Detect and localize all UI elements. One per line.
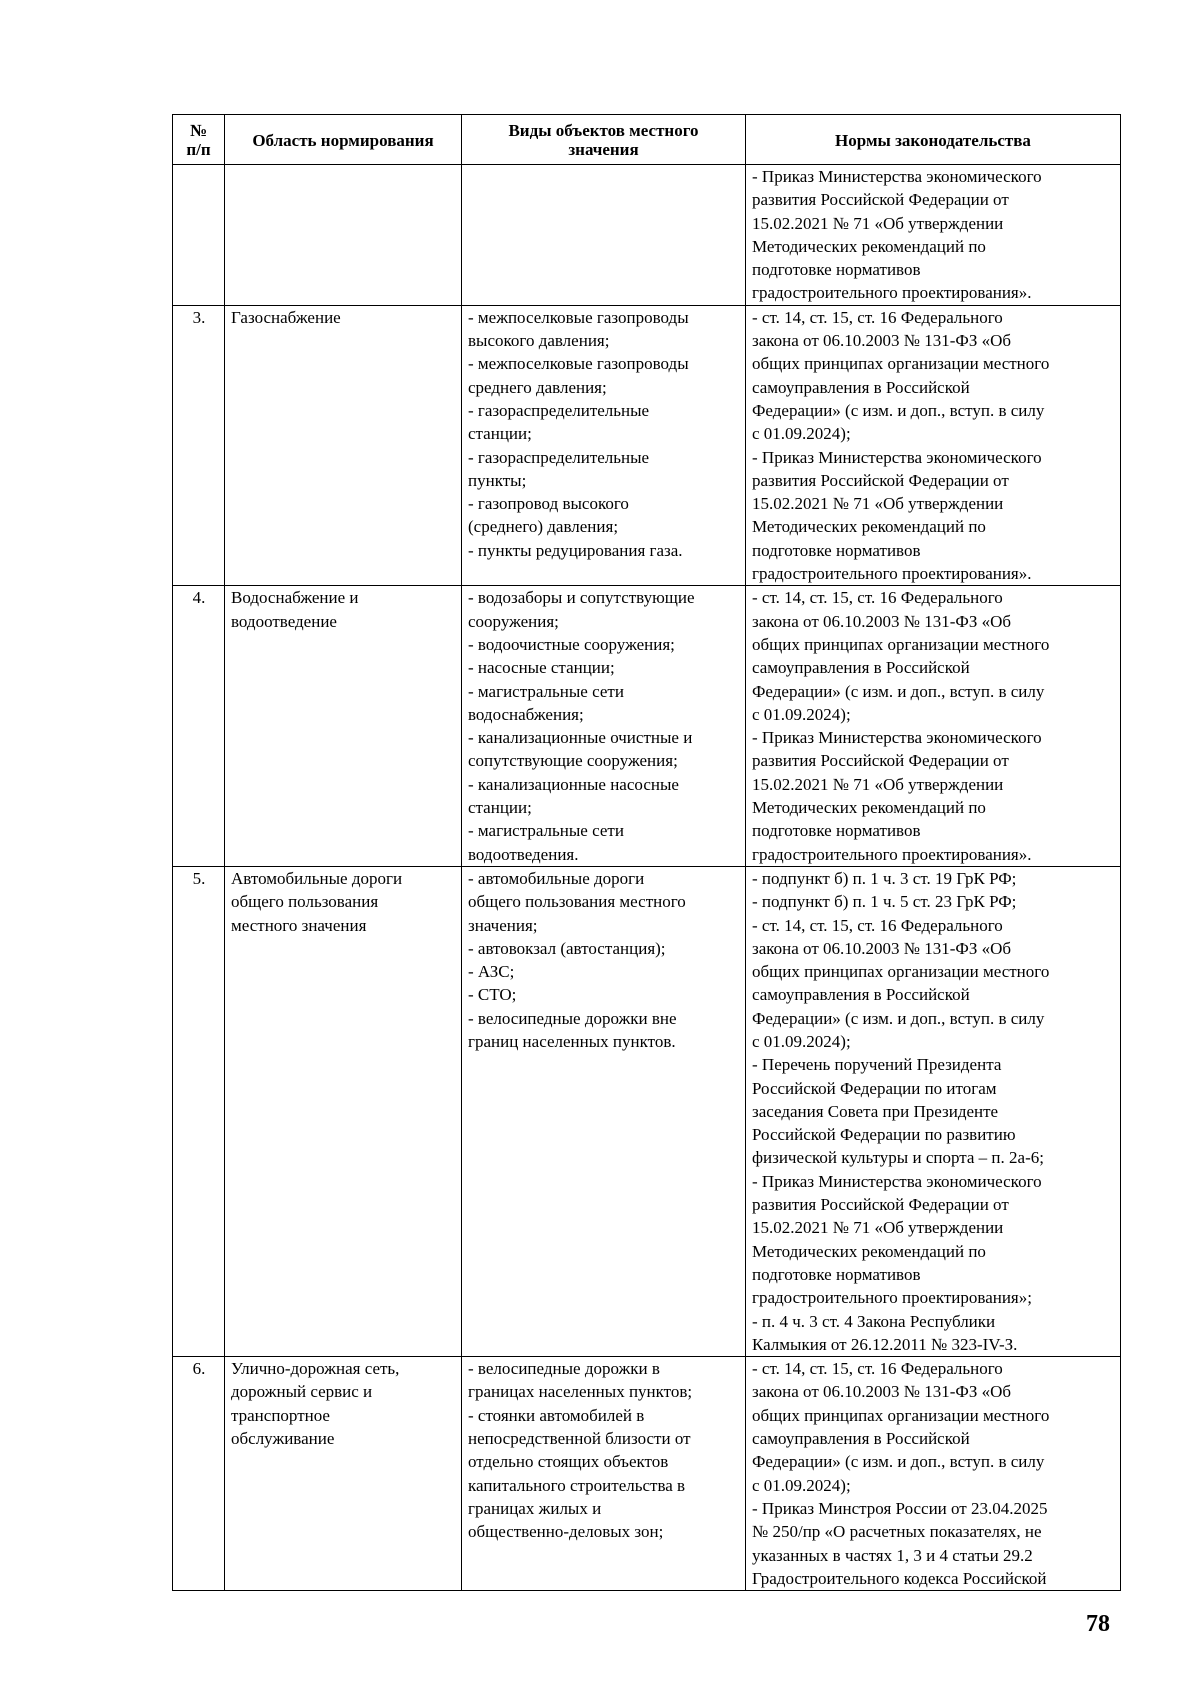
objects-cell-line: - межпоселковые газопроводы [468, 354, 689, 374]
header-objects-line: значения [568, 140, 639, 159]
objects-cell-line: общественно-деловых зон; [468, 1522, 664, 1542]
area-cell-line: общего пользования [231, 892, 379, 912]
laws-cell-line: самоуправления в Российской [752, 985, 970, 1005]
laws-cell-line: 15.02.2021 № 71 «Об утверждении [752, 494, 1004, 514]
table-row [173, 1357, 1121, 1591]
area-cell-line: транспортное [231, 1405, 330, 1425]
laws-cell-line: - подпункт б) п. 1 ч. 3 ст. 19 ГрК РФ; [752, 868, 1017, 888]
objects-cell-line: станции; [468, 424, 532, 444]
laws-cell-line: - Приказ Министерства экономического [752, 1171, 1042, 1191]
objects-cell-line: станции; [468, 798, 532, 818]
area-cell-line: обслуживание [231, 1429, 335, 1449]
page-number: 78 [1086, 1611, 1110, 1637]
area-cell-line: местного значения [231, 915, 367, 935]
area-cell-line: Газоснабжение [231, 307, 341, 327]
laws-cell-line: Методических рекомендаций по [752, 1241, 986, 1261]
laws-cell-line: подготовке нормативов [752, 540, 921, 560]
objects-cell [462, 1357, 746, 1591]
objects-cell-line: - канализационные насосные [468, 774, 679, 794]
laws-cell-line: с 01.09.2024); [752, 1475, 851, 1495]
objects-cell-line: - стоянки автомобилей в [468, 1405, 645, 1425]
laws-cell-line: физической культуры и спорта – п. 2а-6; [752, 1148, 1044, 1168]
laws-cell [746, 305, 1121, 586]
objects-cell-line: сопутствующие сооружения; [468, 751, 678, 771]
header-num-line: № [189, 121, 208, 140]
objects-cell-line: - канализационные очистные и [468, 728, 693, 748]
laws-cell-line: общих принципах организации местного [752, 1405, 1050, 1425]
laws-cell-line: - ст. 14, ст. 15, ст. 16 Федерального [752, 915, 1003, 935]
header-area [225, 115, 462, 165]
area-cell-line: Автомобильные дороги [231, 868, 403, 888]
objects-cell-line: сооружения; [468, 611, 559, 631]
objects-cell-line: - газораспределительные [468, 400, 650, 420]
laws-cell-line: развития Российской Федерации от [752, 190, 1009, 210]
laws-cell-line: развития Российской Федерации от [752, 1195, 1009, 1215]
objects-cell-line: - велосипедные дорожки вне [468, 1008, 677, 1028]
objects-cell [462, 305, 746, 586]
objects-cell-line: - газопровод высокого [468, 494, 629, 514]
laws-cell-line: - Приказ Министерства экономического [752, 728, 1042, 748]
laws-cell-line: - ст. 14, ст. 15, ст. 16 Федерального [752, 307, 1003, 327]
objects-cell-line: отдельно стоящих объектов [468, 1452, 669, 1472]
laws-cell-line: - Приказ Министерства экономического [752, 167, 1042, 186]
laws-cell-line: Методических рекомендаций по [752, 236, 986, 256]
table-body [173, 165, 1121, 1591]
area-cell-line: Водоснабжение и [231, 588, 359, 608]
laws-cell-line: - п. 4 ч. 3 ст. 4 Закона Республики [752, 1311, 996, 1331]
objects-cell [462, 165, 746, 306]
objects-cell-line: - насосные станции; [468, 658, 615, 678]
objects-cell-line: - магистральные сети [468, 681, 624, 701]
header-laws-line: Нормы законодательства [835, 130, 1031, 150]
area-cell-line: водоотведение [231, 611, 337, 631]
laws-cell-line: - ст. 14, ст. 15, ст. 16 Федерального [752, 1359, 1003, 1379]
objects-cell-line: водоснабжения; [468, 704, 584, 724]
objects-cell-line: - газораспределительные [468, 447, 650, 467]
row-number-cell: 4. [173, 586, 225, 867]
laws-cell-line: закона от 06.10.2003 № 131-ФЗ «Об [752, 331, 1012, 351]
objects-cell-line: - водозаборы и сопутствующие [468, 588, 695, 608]
laws-cell [746, 866, 1121, 1356]
laws-cell-line: указанных в частях 1, 3 и 4 статьи 29.2 [752, 1545, 1033, 1565]
laws-cell-line: с 01.09.2024); [752, 1031, 851, 1051]
objects-cell-line: высокого давления; [468, 331, 610, 351]
laws-cell-line: закона от 06.10.2003 № 131-ФЗ «Об [752, 611, 1012, 631]
laws-cell-line: Федерации» (с изм. и доп., вступ. в силу [752, 400, 1045, 420]
laws-cell-line: подготовке нормативов [752, 260, 921, 280]
laws-cell-line: № 250/пр «О расчетных показателях, не [752, 1522, 1042, 1542]
header-num [173, 115, 225, 165]
laws-cell-line: закона от 06.10.2003 № 131-ФЗ «Об [752, 1382, 1012, 1402]
laws-cell-line: Методических рекомендаций по [752, 517, 986, 537]
laws-cell-line: градостроительного проектирования». [752, 283, 1032, 303]
laws-cell-line: Методических рекомендаций по [752, 798, 986, 818]
area-cell [225, 305, 462, 586]
laws-cell-line: Градостроительного кодекса Российской [752, 1568, 1047, 1588]
table-row [173, 586, 1121, 867]
table-row [173, 866, 1121, 1356]
norms-table [172, 114, 1121, 1591]
objects-cell-line: - пункты редуцирования газа. [468, 540, 683, 560]
objects-cell-line: - автомобильные дороги [468, 868, 645, 888]
laws-cell-line: самоуправления в Российской [752, 1429, 970, 1449]
header-num-line: п/п [186, 140, 211, 159]
laws-cell-line: закона от 06.10.2003 № 131-ФЗ «Об [752, 938, 1012, 958]
laws-cell-line: с 01.09.2024); [752, 424, 851, 444]
objects-cell-line: общего пользования местного [468, 892, 686, 912]
table-row [173, 305, 1121, 586]
objects-cell-line: (среднего) давления; [468, 517, 619, 537]
table-header [173, 115, 1121, 165]
objects-cell-line: - водоочистные сооружения; [468, 634, 675, 654]
laws-cell-line: градостроительного проектирования». [752, 844, 1032, 864]
header-objects [462, 115, 746, 165]
laws-cell-line: самоуправления в Российской [752, 377, 970, 397]
laws-cell-line: - Приказ Министерства экономического [752, 447, 1042, 467]
laws-cell-line: самоуправления в Российской [752, 658, 970, 678]
laws-cell-line: градостроительного проектирования»; [752, 1288, 1032, 1308]
objects-cell-line: - СТО; [468, 985, 517, 1005]
laws-cell-line: Российской Федерации по развитию [752, 1125, 1016, 1145]
area-cell [225, 866, 462, 1356]
header-laws [746, 115, 1121, 165]
laws-cell-line: с 01.09.2024); [752, 704, 851, 724]
objects-cell-line: - межпоселковые газопроводы [468, 307, 689, 327]
objects-cell-line: значения; [468, 915, 538, 935]
laws-cell-line: градостроительного проектирования». [752, 564, 1032, 584]
laws-cell-line: развития Российской Федерации от [752, 751, 1009, 771]
objects-cell-line: - магистральные сети [468, 821, 624, 841]
area-cell [225, 165, 462, 306]
area-cell-line: дорожный сервис и [231, 1382, 373, 1402]
laws-cell-line: 15.02.2021 № 71 «Об утверждении [752, 774, 1004, 794]
header-objects-line: Виды объектов местного [508, 121, 699, 140]
laws-cell-line: Калмыкия от 26.12.2011 № 323-IV-З. [752, 1334, 1018, 1354]
objects-cell-line: границах населенных пунктов; [468, 1382, 693, 1402]
objects-cell-line: границ населенных пунктов. [468, 1031, 676, 1051]
row-number-cell: 3. [173, 305, 225, 586]
laws-cell-line: - Приказ Минстроя России от 23.04.2025 [752, 1498, 1048, 1518]
laws-cell [746, 165, 1121, 306]
laws-cell-line: Российской Федерации по итогам [752, 1078, 997, 1098]
laws-cell-line: развития Российской Федерации от [752, 470, 1009, 490]
laws-cell-line: подготовке нормативов [752, 1264, 921, 1284]
objects-cell-line: - велосипедные дорожки в [468, 1359, 660, 1379]
laws-cell-line: 15.02.2021 № 71 «Об утверждении [752, 1218, 1004, 1238]
table-row [173, 165, 1121, 306]
laws-cell-line: подготовке нормативов [752, 821, 921, 841]
laws-cell [746, 586, 1121, 867]
laws-cell-line: заседания Совета при Президенте [752, 1101, 999, 1121]
objects-cell-line: водоотведения. [468, 844, 579, 864]
objects-cell-line: непосредственной близости от [468, 1429, 691, 1449]
objects-cell [462, 586, 746, 867]
objects-cell-line: - автовокзал (автостанция); [468, 938, 666, 958]
laws-cell-line: - подпункт б) п. 1 ч. 5 ст. 23 ГрК РФ; [752, 892, 1017, 912]
row-number-cell: 6. [173, 1357, 225, 1591]
area-cell-line: Улично-дорожная сеть, [231, 1359, 400, 1379]
row-number-cell [173, 165, 225, 306]
laws-cell-line: Федерации» (с изм. и доп., вступ. в силу [752, 681, 1045, 701]
objects-cell-line: границах жилых и [468, 1498, 602, 1518]
objects-cell-line: пункты; [468, 470, 527, 490]
objects-cell-line: капитального строительства в [468, 1475, 686, 1495]
laws-cell-line: 15.02.2021 № 71 «Об утверждении [752, 213, 1004, 233]
laws-cell-line: общих принципах организации местного [752, 634, 1050, 654]
area-cell [225, 1357, 462, 1591]
laws-cell [746, 1357, 1121, 1591]
header-area-line: Область нормирования [252, 130, 434, 150]
area-cell [225, 586, 462, 867]
row-number-cell: 5. [173, 866, 225, 1356]
objects-cell-line: - АЗС; [468, 962, 515, 982]
objects-cell [462, 866, 746, 1356]
laws-cell-line: - ст. 14, ст. 15, ст. 16 Федерального [752, 588, 1003, 608]
laws-cell-line: Федерации» (с изм. и доп., вступ. в силу [752, 1452, 1045, 1472]
laws-cell-line: общих принципах организации местного [752, 962, 1050, 982]
laws-cell-line: - Перечень поручений Президента [752, 1055, 1002, 1075]
objects-cell-line: среднего давления; [468, 377, 607, 397]
laws-cell-line: общих принципах организации местного [752, 354, 1050, 374]
laws-cell-line: Федерации» (с изм. и доп., вступ. в силу [752, 1008, 1045, 1028]
